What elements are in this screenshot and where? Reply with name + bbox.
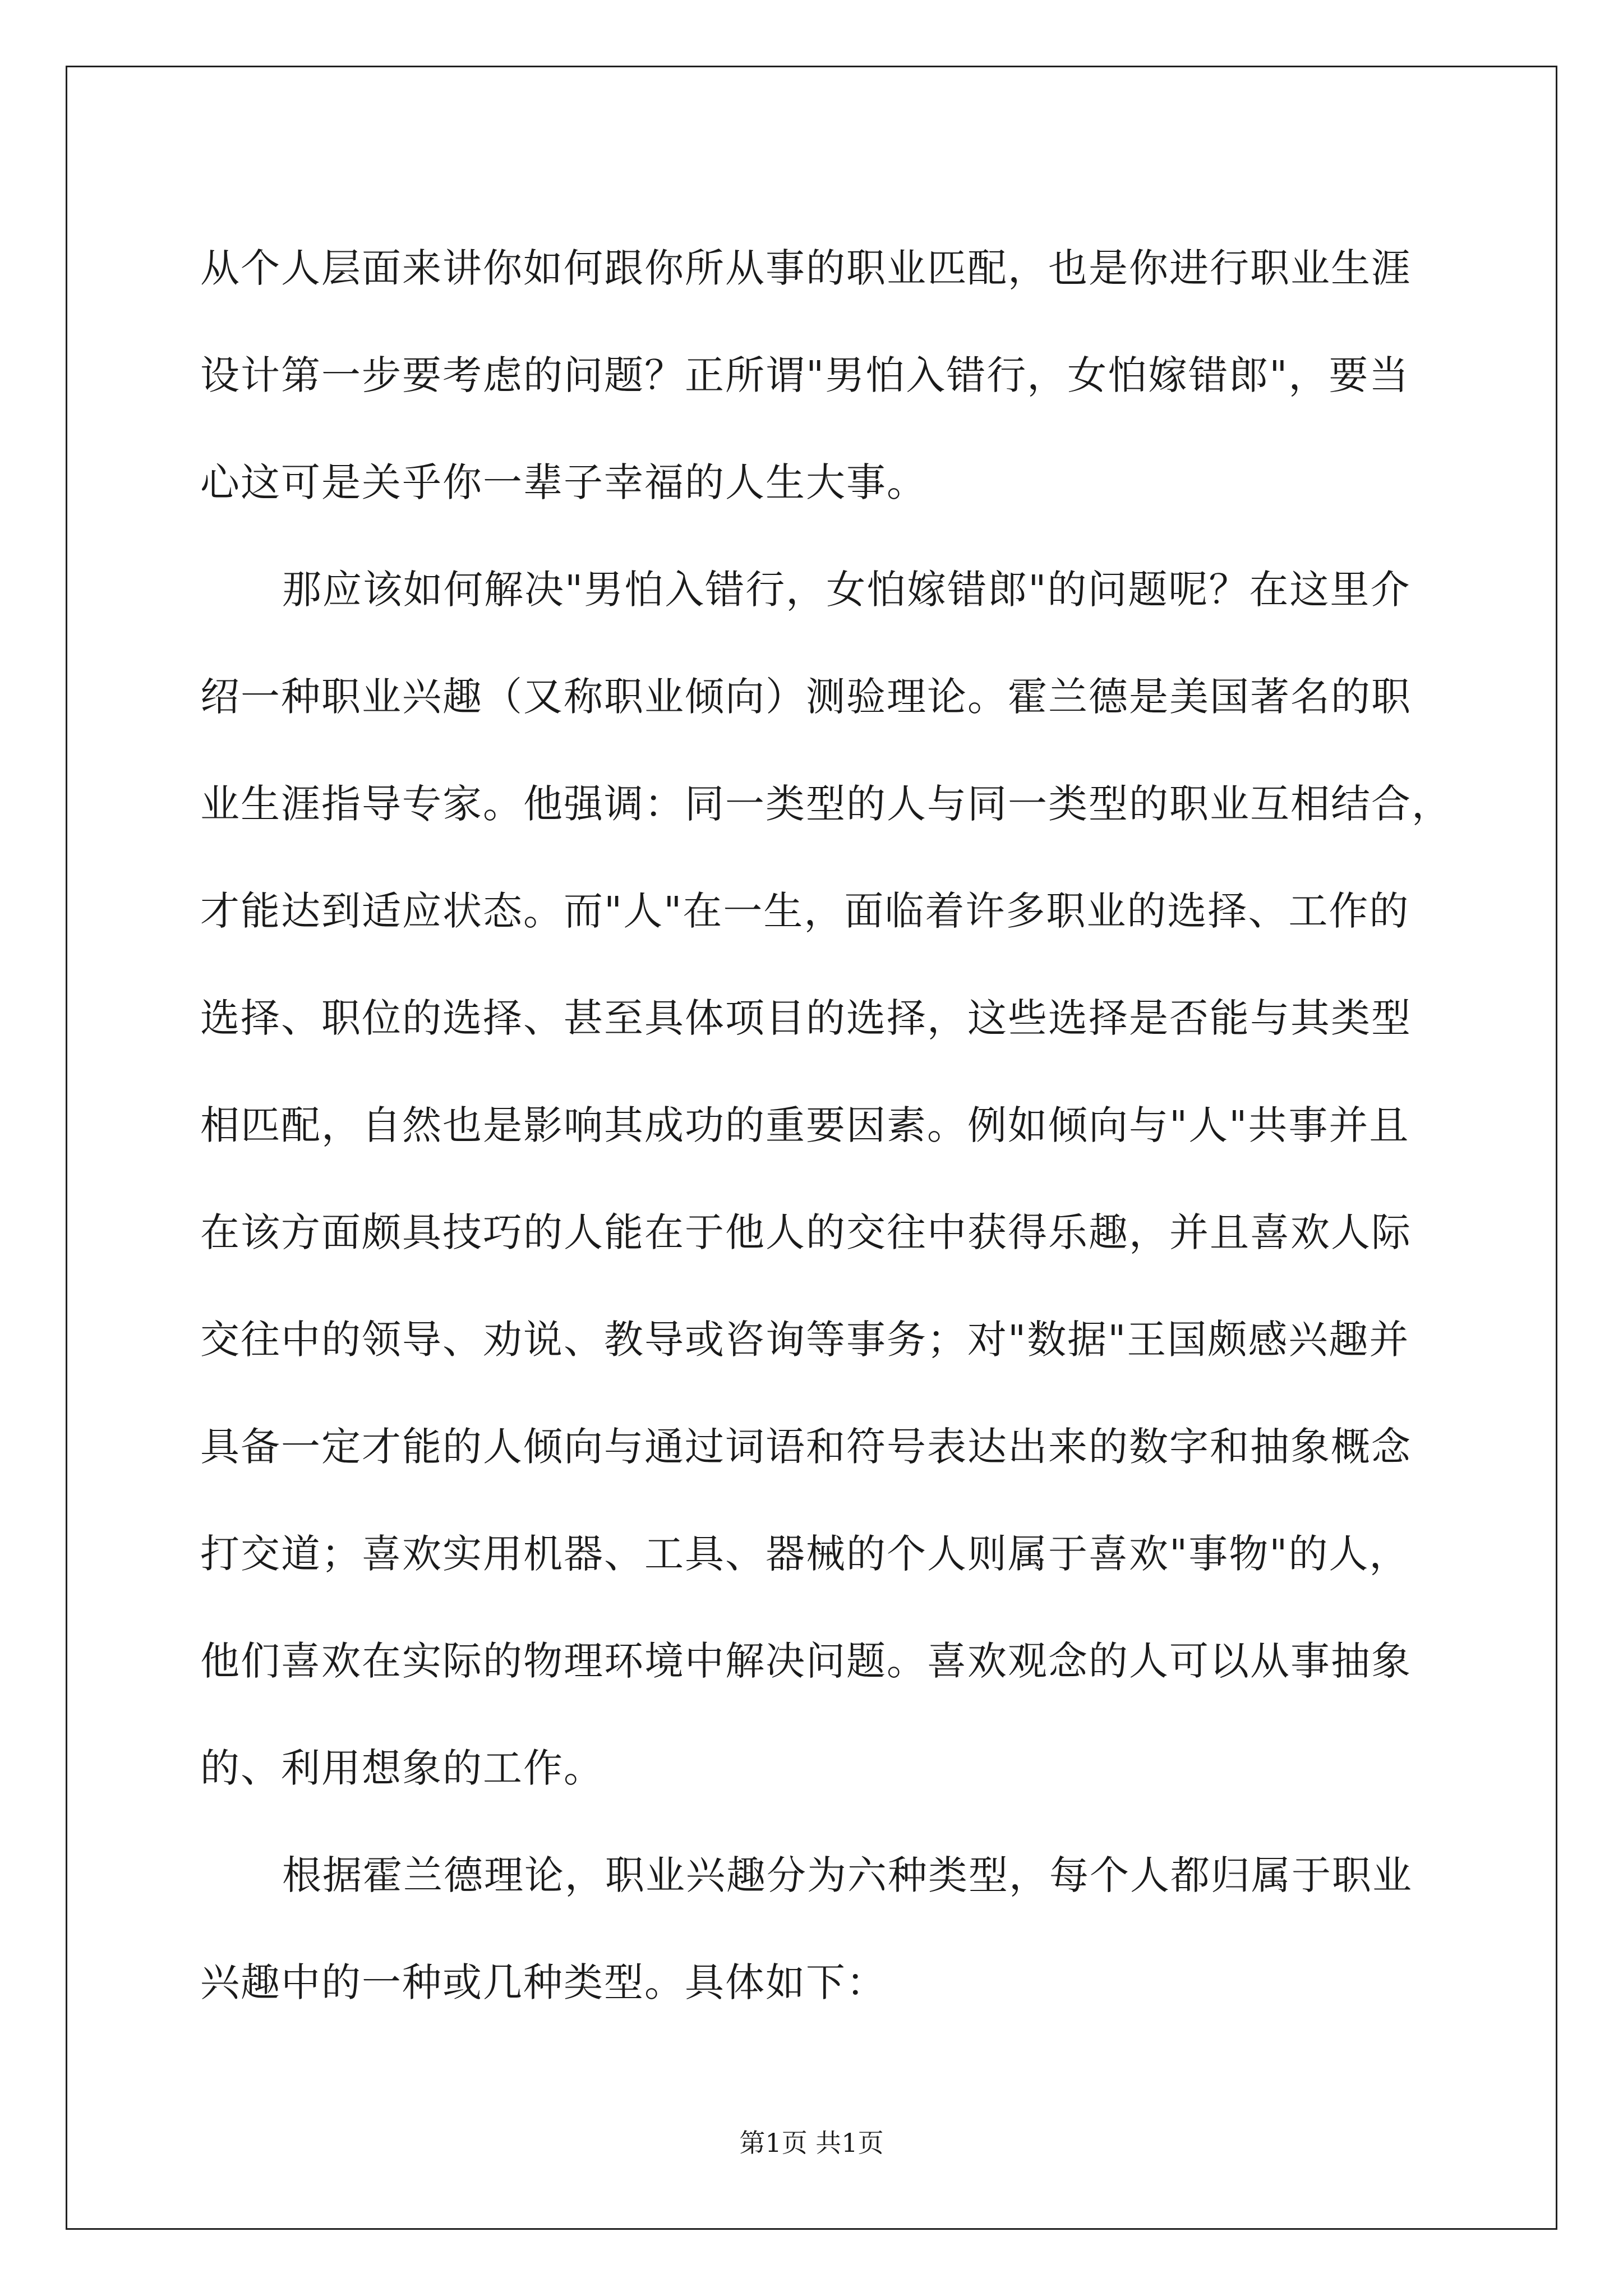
- text-line: 他们喜欢在实际的物理环境中解决问题。喜欢观念的人可以从事抽象: [200, 1638, 1412, 1684]
- paragraph-2: [200, 536, 1456, 1822]
- text-line: 打交道；喜欢实用机器、工具、器械的个人则属于喜欢"事物"的人，: [200, 1531, 1410, 1577]
- text-line: 从个人层面来讲你如何跟你所从事的职业匹配，也是你进行职业生涯: [200, 245, 1412, 291]
- text-line: 选择、职位的选择、甚至具体项目的选择，这些选择是否能与其类型: [200, 995, 1412, 1041]
- text-line: 绍一种职业兴趣（又称职业倾向）测验理论。霍兰德是美国著名的职: [200, 674, 1412, 720]
- text-line: 根据霍兰德理论，职业兴趣分为六种类型，每个人都归属于职业: [282, 1852, 1413, 1898]
- text-line: 的、利用想象的工作。: [200, 1745, 604, 1791]
- text-line: 心这可是关乎你一辈子幸福的人生大事。: [200, 459, 927, 505]
- page-footer: [0, 2126, 1623, 2160]
- paragraph-3: [200, 1822, 1456, 2036]
- paragraph-1: [200, 215, 1456, 536]
- text-line: 相匹配，自然也是影响其成功的重要因素。例如倾向与"人"共事并且: [200, 1102, 1410, 1148]
- text-line: 兴趣中的一种或几种类型。具体如下：: [200, 1959, 887, 2005]
- text-line: 业生涯指导专家。他强调：同一类型的人与同一类型的职业互相结合，: [200, 781, 1452, 827]
- page-number-label: 第1页 共1页: [739, 2128, 884, 2158]
- text-line: 具备一定才能的人倾向与通过词语和符号表达出来的数字和抽象概念: [200, 1424, 1412, 1470]
- text-line: 那应该如何解决"男怕入错行，女怕嫁错郎"的问题呢？在这里介: [282, 567, 1411, 613]
- text-line: 在该方面颇具技巧的人能在于他人的交往中获得乐趣，并且喜欢人际: [200, 1209, 1412, 1255]
- text-line: 设计第一步要考虑的问题？正所谓"男怕入错行，女怕嫁错郎"，要当: [200, 352, 1410, 398]
- text-line: 交往中的领导、劝说、教导或咨询等事务；对"数据"王国颇感兴趣并: [200, 1317, 1410, 1363]
- document-body: [200, 215, 1456, 2036]
- text-line: 才能达到适应状态。而"人"在一生，面临着许多职业的选择、工作的: [200, 888, 1410, 934]
